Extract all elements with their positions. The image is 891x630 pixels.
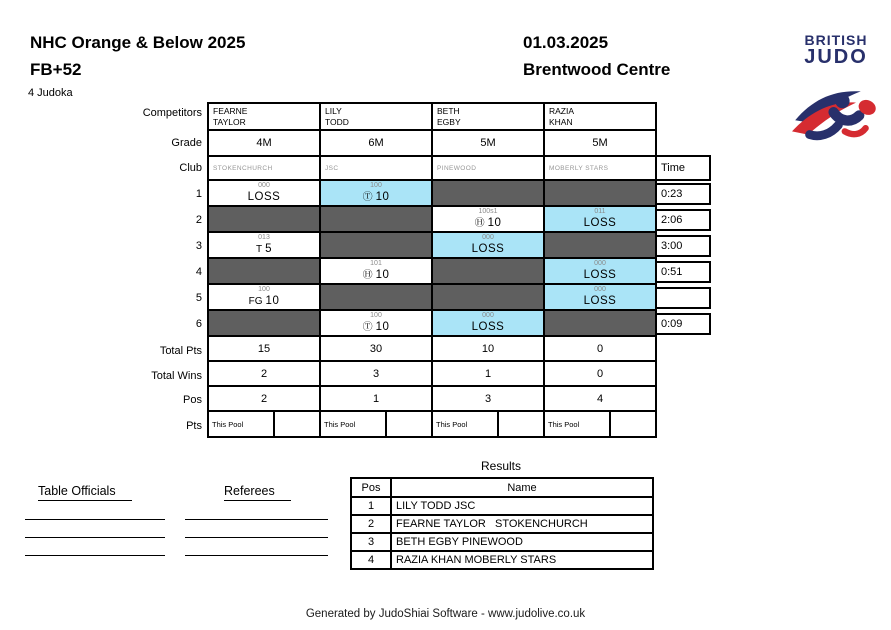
match-score [209,319,319,328]
event-date: 01.03.2025 [523,33,609,52]
match-cell [320,310,432,336]
pos-cell: 4 [544,386,656,411]
match-score: 100 [370,182,382,189]
time-cell-5 [655,287,711,309]
pool-table [207,102,657,438]
generator-credit: Generated by JudoShiai Software - www.judolive.co.uk [305,608,586,620]
time-cell-3: 3:00 [655,235,711,257]
result-pos: 1 [351,497,391,515]
match-score [321,293,431,302]
match-cell [320,180,432,206]
match-cell [320,206,432,232]
match-cell [208,206,320,232]
time-cell-6: 0:09 [655,313,711,335]
match-score [545,319,655,328]
club-cell: JSC [320,156,432,180]
row-label-grade: Grade [171,137,202,149]
match-result: LOSS [247,191,281,203]
event-title: NHC Orange & Below 2025 [30,33,246,52]
grade-cell: 5M [544,130,656,156]
pts-value-box [611,412,656,436]
row-label-match-2: 2 [195,214,202,226]
pts-value-box [275,412,320,436]
result-row [351,551,653,569]
total-pts-cell: 30 [320,336,432,361]
judoka-count: 4 Judoka [28,87,73,99]
result-row [351,497,653,515]
signature-line [25,555,165,556]
result-pos: 2 [351,515,391,533]
total-pts-cell: 15 [208,336,320,361]
results-title: Results [480,459,521,473]
club-cell: PINEWOOD [432,156,544,180]
match-score [209,215,319,224]
pos-row [208,386,656,411]
event-venue: Brentwood Centre [523,60,671,79]
match-result: Ⓗ 10 [362,269,390,281]
pts-cell [208,411,320,437]
match-result: Ⓣ 10 [362,321,390,333]
match-cell [544,310,656,336]
match-cell [320,232,432,258]
total-pts-cell: 10 [432,336,544,361]
match-cell [544,180,656,206]
row-label-pts: Pts [186,420,202,432]
total-wins-cell: 2 [208,361,320,386]
match-cell [208,180,320,206]
match-score [321,215,431,224]
match-cell [432,232,544,258]
result-name: RAZIA KHAN MOBERLY STARS [391,551,653,569]
match-score: 000 [594,260,606,267]
grade-cell: 5M [432,130,544,156]
table-officials-heading: Table Officials [38,484,132,501]
row-label-competitors: Competitors [142,107,202,119]
result-name: LILY TODD JSC [391,497,653,515]
match-row-5 [208,284,656,310]
match-cell [432,206,544,232]
competitor-name-cell: RAZIA KHAN [544,103,656,130]
match-result: LOSS [583,217,617,229]
british-judo-logo [790,33,882,147]
total-pts-row [208,336,656,361]
signature-line [185,555,328,556]
signature-line [25,537,165,538]
signature-line [185,519,328,520]
match-row-2 [208,206,656,232]
competitors-row [208,103,656,130]
match-result: LOSS [583,269,617,281]
result-row [351,533,653,551]
match-cell [208,284,320,310]
row-label-match-5: 5 [195,292,202,304]
match-score [545,189,655,198]
match-cell [208,258,320,284]
pts-cell [544,411,656,437]
match-score [433,293,543,302]
time-cell-4: 0:51 [655,261,711,283]
total-wins-row [208,361,656,386]
row-label-club: Club [179,162,202,174]
match-cell [544,258,656,284]
match-score [433,189,543,198]
row-label-match-1: 1 [195,188,202,200]
pts-row [208,411,656,437]
match-cell [208,310,320,336]
match-row-6 [208,310,656,336]
grade-cell: 4M [208,130,320,156]
match-score: 000 [594,286,606,293]
signature-line [185,537,328,538]
club-cell: STOKENCHURCH [208,156,320,180]
results-header-name: Name [391,478,653,497]
logo-text-british: BRITISH [804,32,868,48]
result-pos: 4 [351,551,391,569]
signature-line [25,519,165,520]
this-pool-label: This Pool [209,412,275,436]
total-wins-cell: 0 [544,361,656,386]
time-cell-2: 2:06 [655,209,711,231]
referees-heading: Referees [224,484,291,501]
pts-value-box [387,412,432,436]
competitor-name-cell: BETH EGBY [432,103,544,130]
pos-cell: 2 [208,386,320,411]
time-cell-1: 0:23 [655,183,711,205]
match-score: 000 [258,182,270,189]
this-pool-label: This Pool [545,412,611,436]
total-wins-cell: 1 [432,361,544,386]
results-table [350,477,654,570]
match-result: LOSS [471,321,505,333]
row-label-pos: Pos [183,394,202,406]
match-cell [432,310,544,336]
match-score [321,241,431,250]
match-cell [544,232,656,258]
pts-cell [432,411,544,437]
match-row-4 [208,258,656,284]
results-header-row [351,478,653,497]
result-name: BETH EGBY PINEWOOD [391,533,653,551]
row-label-total-wins: Total Wins [151,370,202,382]
pos-cell: 3 [432,386,544,411]
club-row [208,156,656,180]
competitor-name-cell: LILY TODD [320,103,432,130]
club-cell: MOBERLY STARS [544,156,656,180]
match-result: Ⓣ 10 [362,191,390,203]
logo-text-judo: JUDO [804,46,868,68]
row-label-match-6: 6 [195,318,202,330]
match-result: T 5 [255,243,272,255]
this-pool-label: This Pool [433,412,499,436]
result-pos: 3 [351,533,391,551]
match-cell [320,284,432,310]
match-score: 100 [370,312,382,319]
results-header-pos: Pos [351,478,391,497]
match-cell [208,232,320,258]
match-cell [432,284,544,310]
match-result: LOSS [471,243,505,255]
result-name: FEARNE TAYLOR STOKENCHURCH [391,515,653,533]
match-result: LOSS [583,295,617,307]
result-row [351,515,653,533]
match-score: 000 [482,234,494,241]
match-score: 011 [594,208,606,215]
judo-figure-icon [792,71,880,147]
match-score: 000 [482,312,494,319]
match-cell [432,180,544,206]
match-cell [432,258,544,284]
match-cell [544,206,656,232]
this-pool-label: This Pool [321,412,387,436]
category-title: FB+52 [30,60,82,79]
total-wins-cell: 3 [320,361,432,386]
match-score: 101 [370,260,382,267]
total-pts-cell: 0 [544,336,656,361]
time-header: Time [655,155,711,181]
match-score: 100s1 [478,208,498,215]
row-label-match-4: 4 [195,266,202,278]
match-result: Ⓗ 10 [474,217,502,229]
grade-row [208,130,656,156]
match-cell [544,284,656,310]
pts-value-box [499,412,544,436]
match-score: 100 [258,286,270,293]
pts-cell [320,411,432,437]
match-score: 013 [258,234,270,241]
match-score [433,267,543,276]
competitor-name-cell: FEARNE TAYLOR [208,103,320,130]
match-score [209,267,319,276]
match-row-1 [208,180,656,206]
match-row-3 [208,232,656,258]
match-result: FG 10 [248,295,280,307]
row-label-match-3: 3 [195,240,202,252]
match-score [545,241,655,250]
grade-cell: 6M [320,130,432,156]
row-label-total-pts: Total Pts [159,345,202,357]
match-cell [320,258,432,284]
pos-cell: 1 [320,386,432,411]
